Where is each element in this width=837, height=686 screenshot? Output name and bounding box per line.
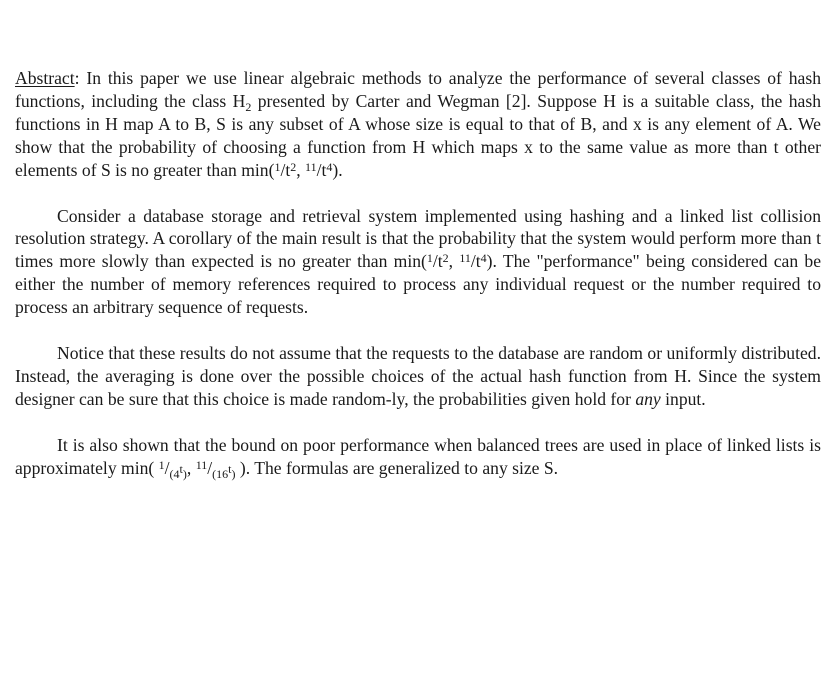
database-paragraph: Consider a database storage and retrieval system implemented using hashing and a linked list collision resolution strategy. A corollary of the main result is that the probability that the system would perform more than t times more slowly than expected is no greater than $\min(^1/t^2$, $^{11}/t^4$). The "performance" being considered can be either the number of memory references required to process any individual request or the number required to process an arbitrary sequence of requests. <box>15 205 822 318</box>
paragraph-text: input. <box>660 388 706 409</box>
notice-paragraph <box>15 342 821 411</box>
paragraph-text: Notice that these results do not assume that the requests to the database are random or uniformly distributed. Instead, the averaging is done over the possible choices of the actual hash function from H. Since the system designer can be sure that this choice is made random-ly, the probabilities given hold for <box>15 343 821 409</box>
abstract-label: Abstract <box>15 68 75 88</box>
paragraph-text: It is also shown that the bound on poor performance when balanced trees are used in place of linked lists is approximately min( <box>15 434 821 478</box>
fraction-one-over-four-to-t: $^1/_{(4^t)}$ <box>158 457 187 481</box>
abstract-text: presented by Carter and Wegman [2]. Suppose H is a suitable class, the hash functions in H map A to B, S is any subset of A whose size is equal to that of B, and x is any element of A. We show that the probability of choosing a function from H which maps x to the same value as more than t other elements of S is no greater than min( <box>15 90 822 180</box>
h-subscript: 2 <box>245 99 252 114</box>
abstract-paragraph: Abstract: In this paper we use linear algebraic methods to analyze the performance of several classes of hash functions, including the class $H_2$ presented by Carter and Wegman [2]. Suppose H is a suitable class, the hash functions in H map A to B, S is any subset of A whose size is equal to that of B, and x is any element of A. We show that the probability of choosing a function from H which maps x to the same value as more than t other elements of S is no greater than $\min(^1/t^2$, $^{11}/t^4$). <box>15 68 822 180</box>
abstract-text: In this paper we use linear algebraic methods to analyze the performance of several classes of hash functions, including the class H <box>15 68 821 111</box>
fraction-one-over-t-squared: $^1/t^2$ <box>274 159 297 180</box>
balanced-trees-paragraph: It is also shown that the bound on poor performance when balanced trees are used in place of linked lists is approximately min( $^1/_{(4^t)}$, $^{11}/_{(16^t)}$ ). The formulas are generalized to any size S. <box>15 434 821 481</box>
paragraph-text: ). The formulas are generalized to any size S. <box>235 457 559 478</box>
paragraph-text: Consider a database storage and retrieval system implemented using hashing and a linked list collision resolution strategy. A corollary of the main result is that the probability that the system would perform more than t times more slowly than expected is no greater than min( <box>15 205 821 272</box>
emphasis-any: any <box>635 388 661 409</box>
fraction-eleven-over-t-fourth: $^{11}/t^4$ <box>459 251 487 272</box>
fraction-eleven-over-t-fourth: $^{11}/t^4$ <box>305 159 333 180</box>
paragraph-text: ). The "performance" being considered can be either the number of memory references required to process any individual request or the number required to process an arbitrary sequence of requests. <box>15 251 822 318</box>
fraction-one-over-t-squared: $^1/t^2$ <box>426 251 449 272</box>
paper-page <box>15 67 821 480</box>
abstract-colon: : <box>74 68 80 88</box>
fraction-eleven-over-sixteen-to-t: $^{11}/_{(16^t)}$ <box>195 457 236 481</box>
